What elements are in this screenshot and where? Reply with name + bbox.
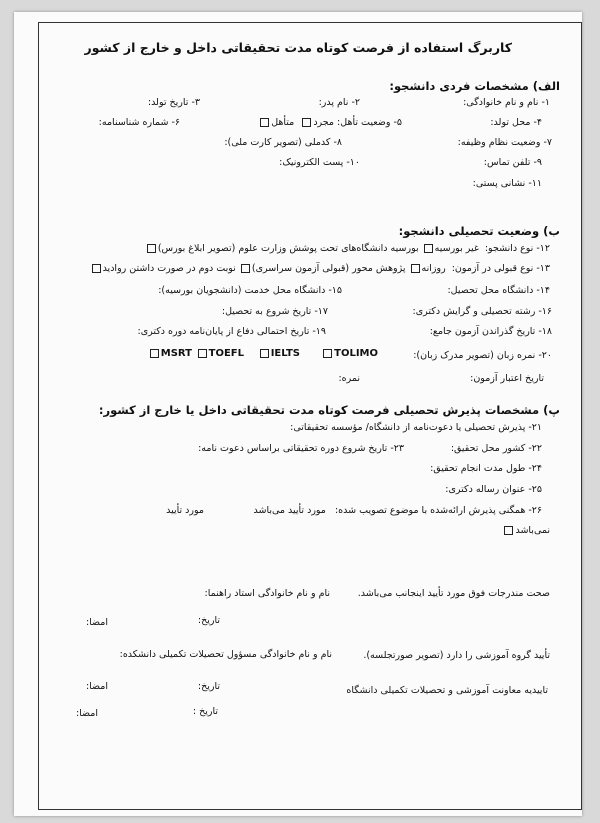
field-phone: ۹- تلفن تماس: [483, 157, 542, 168]
group-approval-text: تأیید گروه آموزشی را دارد (تصویر صورتجلسه). [363, 650, 550, 661]
vice-approval-text: تاییدیه معاونت آموزشی و تحصیلات تکمیلی دانشگاه [346, 685, 548, 696]
admission-second-label: نوبت دوم در صورت داشتن روادید [102, 263, 236, 274]
section-a-heading: الف) مشخصات فردی دانشجو: [389, 79, 560, 93]
field-birth-place: ۴- محل تولد: [490, 117, 542, 128]
msrt-checkbox[interactable] [150, 349, 159, 358]
field-marital-status [258, 117, 402, 128]
student-type-scholar-checkbox[interactable] [147, 244, 156, 253]
test-tolimo: TOLIMO [321, 348, 378, 359]
field-phd-major: ۱۶- رشته تحصیلی و گرایش دکتری: [412, 306, 552, 317]
admission-type-label: ۱۳- نوع قبولی در آزمون: [451, 263, 550, 274]
test-ielts: IELTS [258, 348, 300, 359]
field-invitation: ۲۱- پذیرش تحصیلی یا دعوت‌نامه از دانشگاه/ مؤسسه تحقیقاتی: [290, 422, 542, 433]
advisor-date-field: تاریخ: [197, 615, 220, 626]
vice-date-field: تاریخ : [192, 706, 218, 717]
student-type-scholar-label: بورسیه دانشگاه‌های تحت پوشش وزارت علوم (تصویر ابلاغ بورس) [157, 243, 419, 254]
field-admission-type [90, 263, 550, 274]
admission-daily-label: روزانه [421, 263, 446, 274]
homogeneity-label: ۲۶- همگنی پذیرش ارائه‌شده با موضوع تصویب شده: [334, 505, 542, 516]
test-msrt: MSRT [148, 348, 192, 359]
vice-sign-field: امضا: [75, 708, 98, 719]
test-toefl: TOEFL [196, 348, 244, 359]
advisor-name-field: نام و نام خانوادگی استاد راهنما: [204, 588, 330, 599]
field-test-validity: تاریخ اعتبار آزمون: [470, 373, 544, 384]
tolimo-checkbox[interactable] [323, 349, 332, 358]
section-c-heading: پ) مشخصات پذیرش تحصیلی فرصت کوتاه مدت تحقیقاتی داخل یا خارج از کشور: [98, 403, 560, 417]
field-father-name: ۲- نام پدر: [318, 97, 360, 108]
field-university: ۱۴- دانشگاه محل تحصیل: [447, 285, 550, 296]
grad-officer-field: نام و نام خانوادگی مسؤول تحصیلات تکمیلی دانشکده: [119, 649, 332, 660]
field-email: ۱۰- پست الکترونیک: [279, 157, 360, 168]
homogeneity-approved-label: مورد تأیید می‌باشد [253, 505, 326, 516]
form-title: کاربرگ استفاده از فرصت کوتاه مدت تحقیقاتی داخل و خارج از کشور [84, 40, 512, 55]
field-start-date: ۱۷- تاریخ شروع به تحصیل: [221, 306, 328, 317]
student-type-nonscholar-checkbox[interactable] [424, 244, 433, 253]
marital-single-label: مجرد [313, 117, 335, 128]
advisor-sign-field: امضا: [85, 617, 108, 628]
field-name: ۱- نام و نام خانوادگی: [463, 97, 550, 108]
marital-married-label: متأهل [271, 117, 295, 128]
field-military-status: ۷- وضعیت نظام وظیفه: [457, 137, 552, 148]
admission-daily-checkbox[interactable] [411, 264, 420, 273]
field-address: ۱۱- نشانی پستی: [472, 178, 542, 189]
field-research-duration: ۲۴- طول مدت انجام تحقیق: [430, 463, 542, 474]
marital-label: ۵- وضعیت تأهل: [337, 117, 402, 128]
field-thesis-title: ۲۵- عنوان رساله دکتری: [445, 484, 542, 495]
admission-research-checkbox[interactable] [241, 264, 250, 273]
student-type-label: ۱۲- نوع دانشجو: [484, 243, 550, 254]
field-service-university: ۱۵- دانشگاه محل خدمت (دانشجویان بورسیه): [158, 285, 342, 296]
field-language-score: ۲۰- نمره زبان (تصویر مدرک زبان): [413, 350, 552, 361]
homogeneity-not-approved-label: مورد تأیید [166, 505, 204, 516]
homogeneity-not-label: نمی‌باشد [515, 525, 550, 536]
field-research-start: ۲۳- تاریخ شروع دوره تحقیقاتی براساس دعوت نامه: [198, 443, 404, 454]
admission-research-label: پژوهش محور (قبولی آزمون سراسری) [251, 263, 406, 274]
field-test-score: نمره: [338, 373, 360, 384]
field-student-type [145, 243, 550, 254]
field-id-number: ۶- شماره شناسنامه: [98, 117, 180, 128]
homogeneity-not-checkbox[interactable] [504, 526, 513, 535]
admission-second-checkbox[interactable] [92, 264, 101, 273]
field-homogeneity [254, 505, 542, 516]
field-comprehensive-date: ۱۸- تاریخ گذراندن آزمون جامع: [429, 326, 552, 337]
marital-married-checkbox[interactable] [260, 118, 269, 127]
toefl-checkbox[interactable] [198, 349, 207, 358]
section-b-heading: ب) وضعیت تحصیلی دانشجو: [398, 224, 560, 238]
field-defense-date: ۱۹- تاریخ احتمالی دفاع از پایان‌نامه دوره دکتری: [137, 326, 326, 337]
officer-date-field: تاریخ: [197, 681, 220, 692]
officer-sign-field: امضا: [85, 681, 108, 692]
field-research-country: ۲۲- کشور محل تحقیق: [450, 443, 542, 454]
student-type-nonscholar-label: غیر بورسیه [434, 243, 479, 254]
ielts-checkbox[interactable] [260, 349, 269, 358]
marital-single-checkbox[interactable] [302, 118, 311, 127]
confirm-text: صحت مندرجات فوق مورد تأیید اینجانب می‌باشد. [357, 588, 550, 599]
field-birth-date: ۳- تاریخ تولد: [147, 97, 200, 108]
field-national-code: ۸- کدملی (تصویر کارت ملی): [224, 137, 342, 148]
homogeneity-not-row [502, 525, 550, 536]
